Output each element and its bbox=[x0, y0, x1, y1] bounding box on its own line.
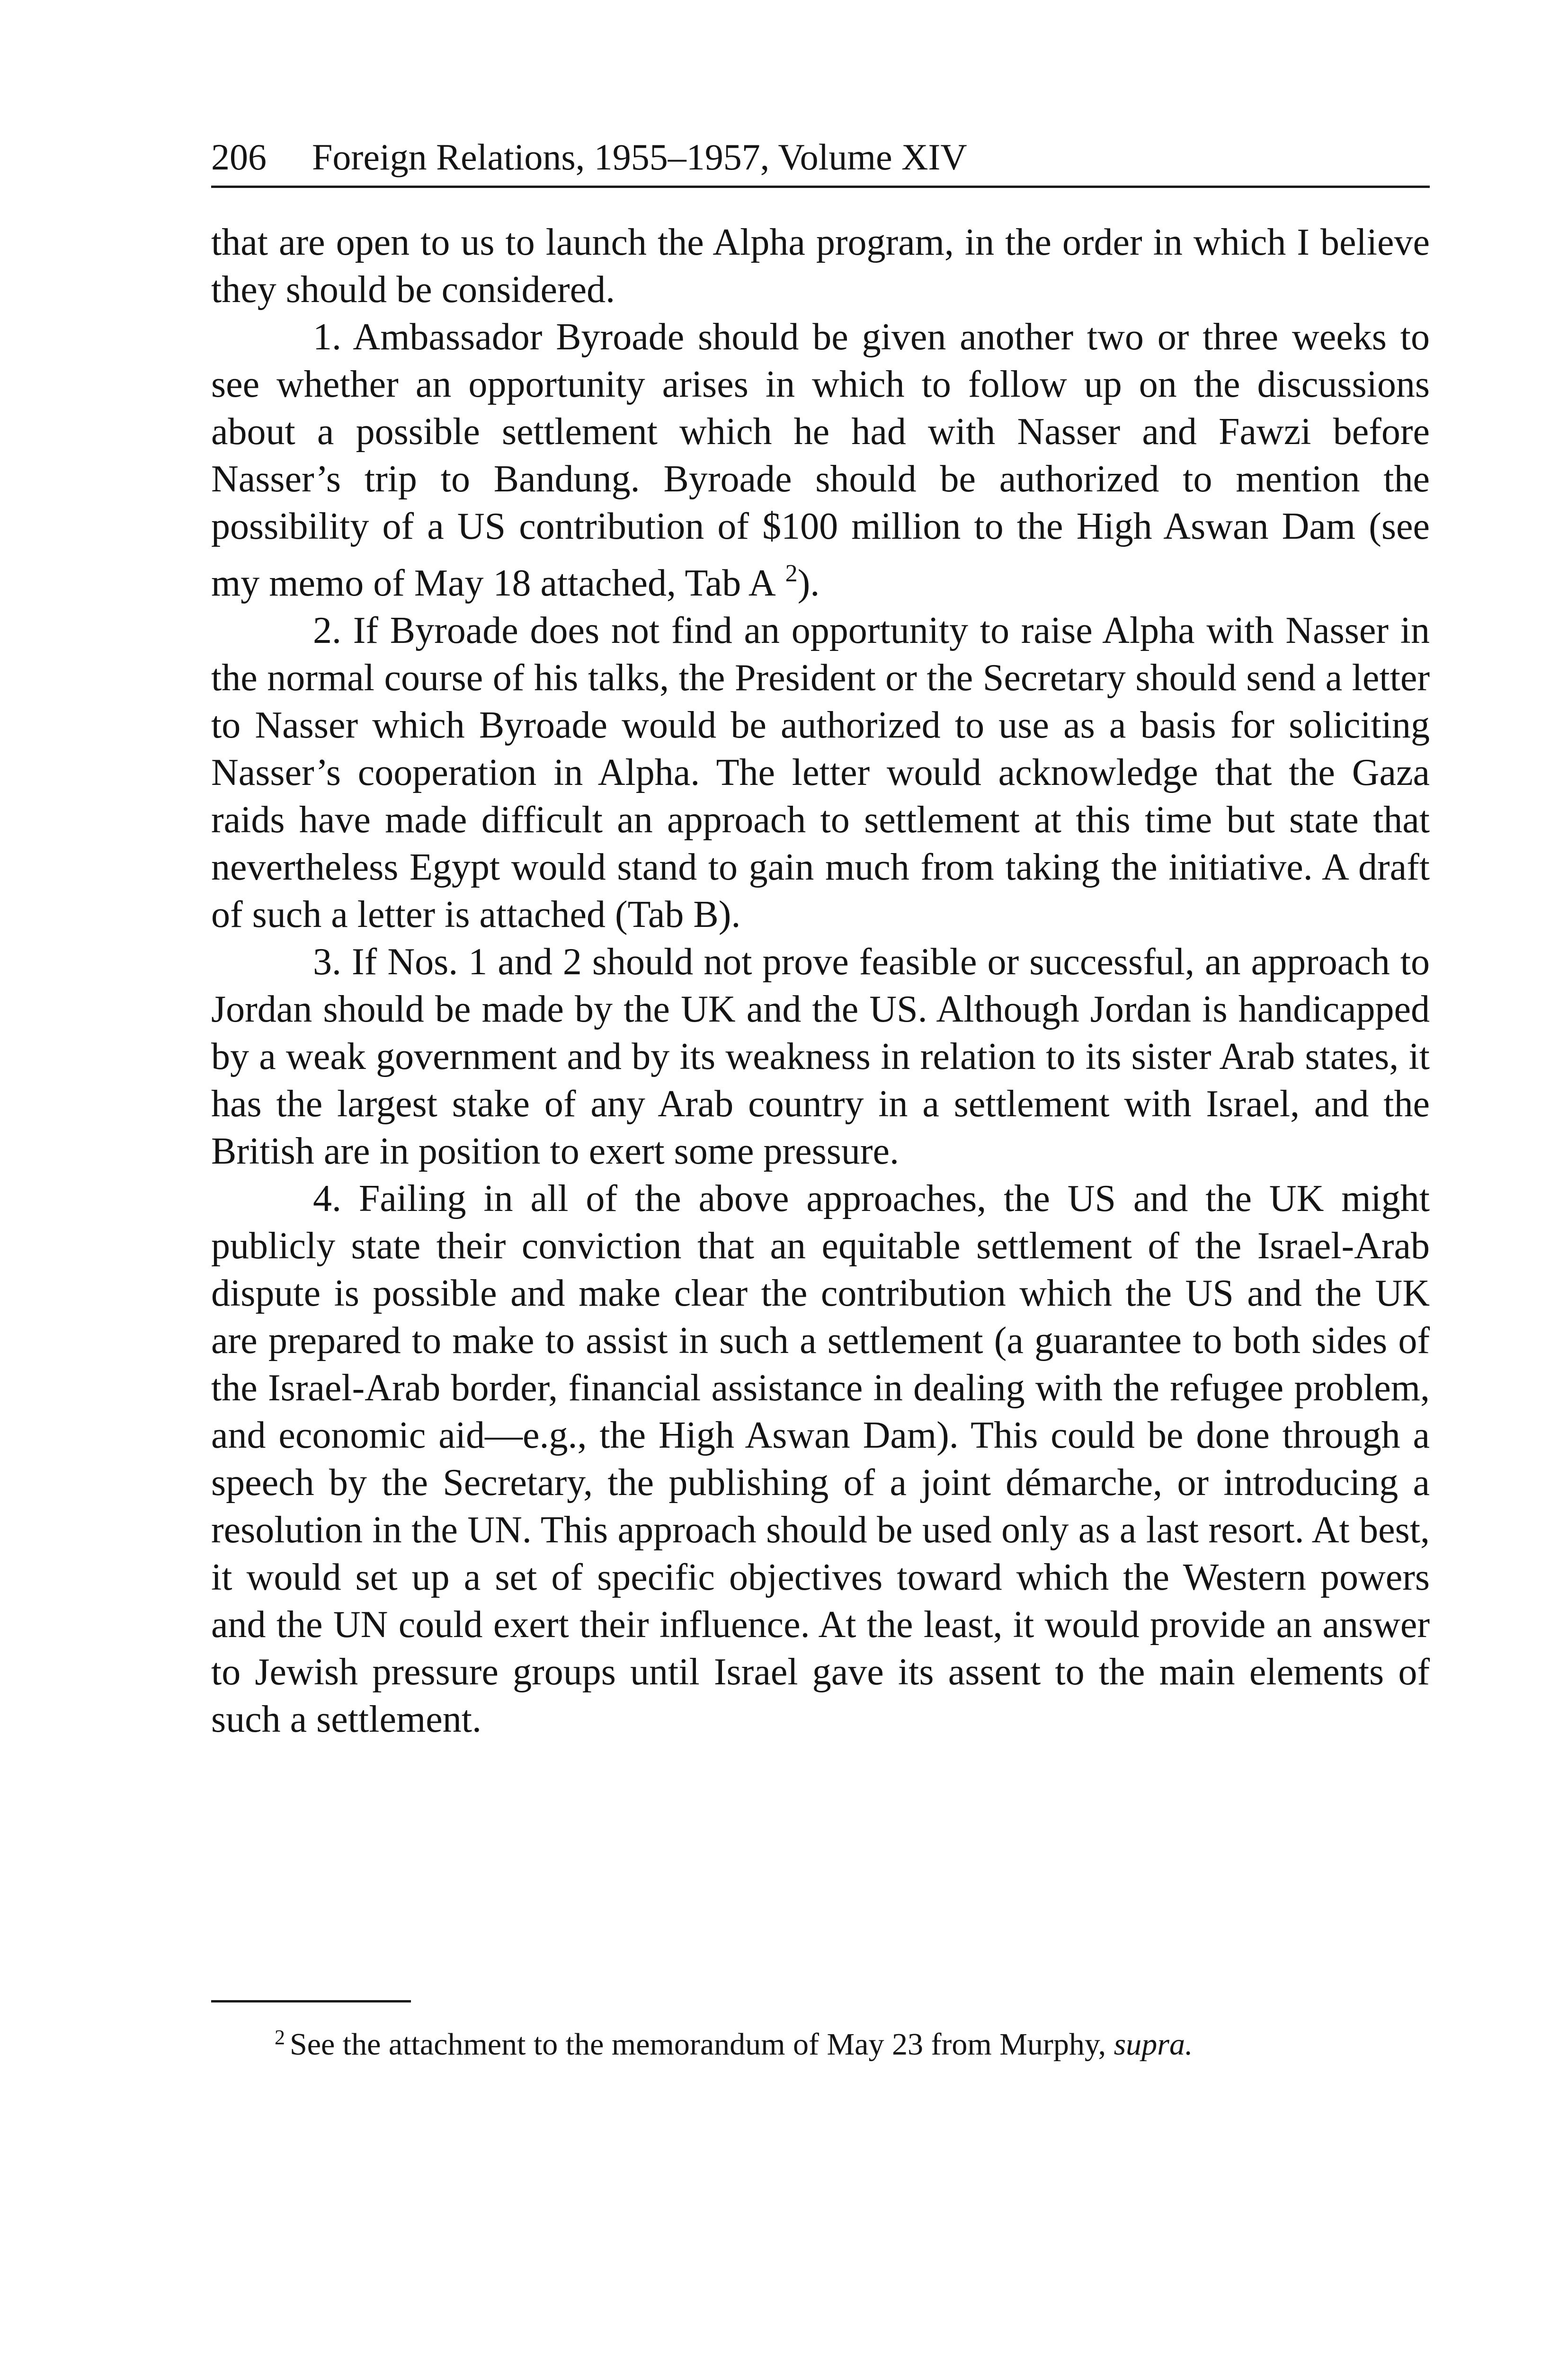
footnote-ref-2: 2 bbox=[785, 560, 798, 587]
footnote bbox=[275, 2018, 1430, 2064]
footnote-text: See the attachment to the memorandum of May 23 from Murphy, bbox=[290, 2027, 1106, 2062]
intro-paragraph: that are open to us to launch the Alpha program, in the order in which I believe they should be considered. bbox=[211, 222, 1430, 311]
body-text bbox=[211, 219, 1430, 1743]
footnote-rule bbox=[211, 2000, 411, 2002]
page-number: 206 bbox=[211, 136, 267, 178]
footnote-marker: 2 bbox=[275, 2026, 285, 2049]
item-1-closing: ). bbox=[797, 562, 820, 604]
item-2-paragraph: 2. If Byroade does not find an opportunity to raise Alpha with Nasser in the normal course of his talks, the President or the Secretary should send a letter to Nasser which Byroade would be authorized to use as a basis for soliciting Nasser’s cooperation in Alpha. The letter would acknowledge that the Gaza raids have made difficult an approach to settlement at this time but state that nevertheless Egypt would stand to gain much from taking the initiative. A draft of such a letter is attached (Tab B). bbox=[211, 610, 1430, 935]
footnote-emphasis: supra. bbox=[1114, 2027, 1193, 2062]
item-3-paragraph: 3. If Nos. 1 and 2 should not prove feasible or successful, an approach to Jordan should be made by the UK and the US. Although Jordan is handicapped by a weak government and by its weakness in relation to its sister Arab states, it has the largest stake of any Arab country in a settlement with Israel, and the British are in position to exert some pressure. bbox=[211, 941, 1430, 1172]
item-1-paragraph bbox=[211, 313, 1430, 607]
page-header bbox=[211, 133, 1430, 188]
item-4-paragraph: 4. Failing in all of the above approaches, the US and the UK might publicly state their conviction that an equitable settlement of the Israel-Arab dispute is possible and make clear the contribution which the US and the UK are prepared to make to assist in such a settlement (a guarantee to both sides of the Israel-Arab border, financial assistance in dealing with the refugee problem, and economic aid—e.g., the High Aswan Dam). This could be done through a speech by the Secretary, the publishing of a joint démarche, or introducing a resolution in the UN. This approach should be used only as a last resort. At best, it would set up a set of specific objectives toward which the Western powers and the UN could exert their influence. At the least, it would provide an answer to Jewish pressure groups until Israel gave its assent to the main elements of such a settlement. bbox=[211, 1178, 1430, 1740]
item-1-text: 1. Ambassador Byroade should be given another two or three weeks to see whether an opportunity arises in which to follow up on the discussions about a possible settlement which he had with Nasser and Fawzi before Nasser’s trip to Bandung. Byroade should be authorized to mention the possibility of a US contribution of $100 million to the High Aswan Dam (see my memo of May 18 attached, Tab A bbox=[211, 316, 1430, 604]
running-title: Foreign Relations, 1955–1957, Volume XIV bbox=[312, 136, 967, 178]
